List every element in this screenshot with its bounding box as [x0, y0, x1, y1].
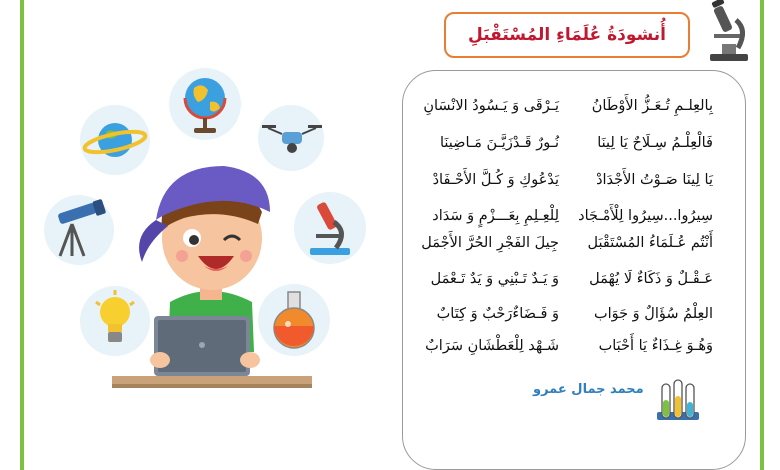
microscope-icon — [704, 0, 754, 64]
poem-title: أُنشودَةُ عُلَمَاءِ المُسْتَقْبَلِ — [468, 25, 666, 45]
verse-left-8: شَـهْد لِلْعَطْشَانِ سَرَابٌ — [425, 338, 559, 354]
verse-right-7: العِلْمُ سُؤَالٌ وَ جَوَاب — [593, 306, 713, 322]
verse-left-3: يَدْعُوكِ وَ كُـلَّ الأَحْـفَادْ — [432, 172, 559, 188]
verse-right-6: عَـقْـلٌ وَ ذَكَاءٌ لَا يُهْمَل — [589, 271, 713, 287]
verse-left-5: جِيلَ الفَجْرِ الحُرَّ الأَجْمَل — [421, 235, 559, 251]
verse-left-4: لِلْعِـلِمِ بِعَـــزْمٍ وَ سَدَاد — [432, 208, 559, 224]
verse-right-5: أَنْتُم عُـلَمَاءُ المُسْتَقْبَل — [587, 235, 713, 251]
verse-left-2: نُـورٌ قَـدْزَيَّـنَ مَـاضِينَا — [439, 135, 559, 151]
test-tubes-icon — [654, 376, 702, 426]
author-name: محمد جمال عمرو — [533, 382, 644, 397]
telescope-icon — [48, 198, 108, 260]
verse-right-3: يَا لِينَا صَـوْتُ الأَجْدَادْ — [596, 172, 713, 188]
verse-right-1: بِالعِلـمِ تُـعَـزُّ الأَوْطَانُ — [591, 98, 713, 114]
verse-right-4: سِيرُوا...سِيرُوا لِلْأَمْـجَاد — [578, 208, 713, 224]
boy-with-laptop — [112, 152, 312, 388]
verse-right-8: وَهُـوَ غِـذَاءٌ يَا أَحْبَاب — [598, 338, 713, 354]
globe-icon — [176, 72, 234, 136]
poem-title-box — [444, 12, 690, 58]
verse-left-7: وَ فَـضَاءٌرَحْبٌ وَ كِتَابٌ — [436, 306, 559, 322]
left-green-border — [20, 0, 24, 470]
verse-left-6: وَ يَـدٌ تَـبْنِي وَ يَدٌ تَـعْمَل — [430, 271, 559, 287]
right-green-border — [760, 0, 764, 470]
verse-right-2: فَالْعِلْـمُ سِـلَاحٌ يَا لِينَا — [597, 135, 713, 151]
verse-left-1: يَـرْقَى وَ يَـسُودُ الانْسَانِ — [423, 98, 559, 114]
